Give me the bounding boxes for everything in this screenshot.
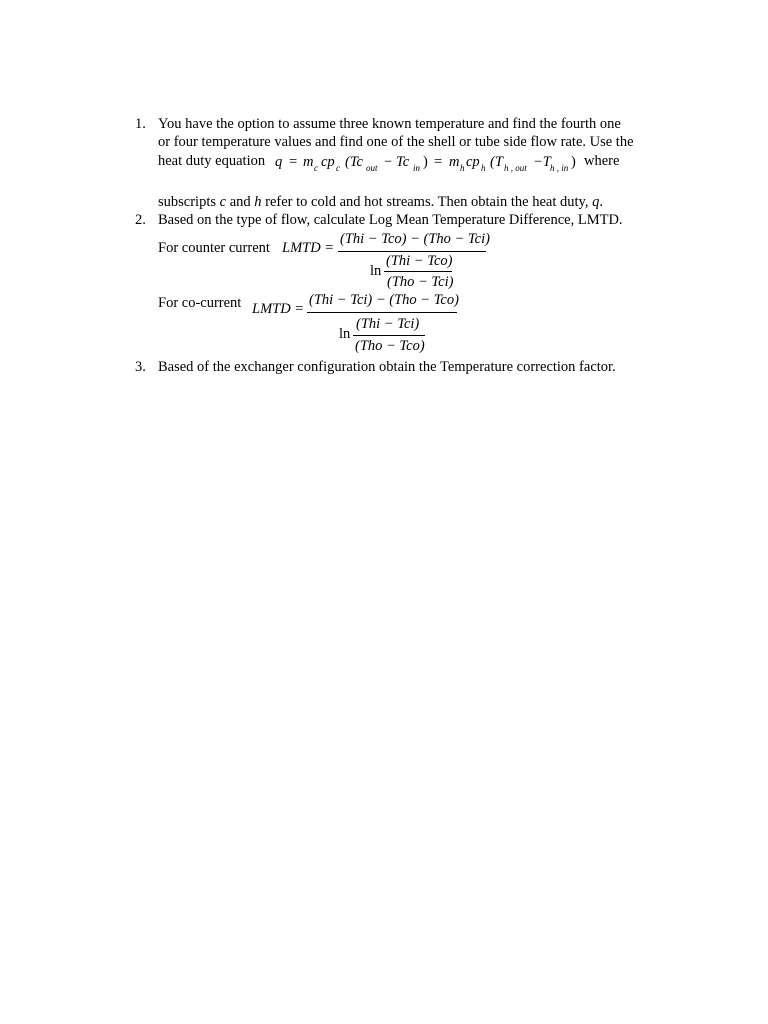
- item-1-line-3-suffix: where: [584, 153, 620, 169]
- eq-minus-th-in: −T: [533, 154, 551, 170]
- eq-minus-1: −: [384, 154, 393, 170]
- item-3-line-1: Based of the exchanger configuration obtain the Temperature correction factor.: [158, 359, 616, 375]
- co-fraction-bar: [307, 312, 457, 313]
- item-1-line-4: [158, 195, 603, 210]
- eq-th-out: (T: [490, 154, 503, 170]
- eq-m-c-sub: c: [314, 163, 318, 173]
- item-number: 1.: [135, 116, 146, 132]
- eq-paren-close-1: ): [423, 154, 428, 170]
- counter-inner-denominator: (Tho − Tci): [387, 274, 454, 290]
- eq-cp-h: cp: [466, 154, 480, 170]
- counter-numerator: (Thi − Tco) − (Tho − Tci): [340, 231, 490, 247]
- item-number: 2.: [135, 212, 146, 228]
- line-4-text-d: refer to cold and hot streams. Then obtain the heat duty,: [261, 194, 593, 210]
- eq-cp-c-sub: c: [336, 163, 340, 173]
- eq-m-h-sub: h: [460, 163, 465, 173]
- co-inner-denominator: (Tho − Tco): [355, 338, 425, 354]
- eq-cp-c: cp: [321, 154, 335, 170]
- eq-th-in-sub: h , in: [550, 163, 569, 173]
- line-4-text-b: and: [226, 194, 255, 210]
- counter-inner-numerator: (Thi − Tco): [386, 253, 453, 269]
- eq-cp-h-sub: h: [481, 163, 486, 173]
- counter-fraction-bar: [338, 251, 486, 252]
- co-inner-fraction-bar: [353, 335, 425, 336]
- eq-equals-2: =: [434, 154, 443, 170]
- item-1-line-1: You have the option to assume three known temperature and find the fourth one: [158, 116, 621, 132]
- eq-tc-out: (Tc: [345, 154, 363, 170]
- eq-paren-close-2: ): [571, 154, 576, 170]
- co-current-label: For co-current: [158, 295, 242, 311]
- item-number: 3.: [135, 359, 146, 375]
- co-inner-numerator: (Thi − Tci): [356, 316, 420, 332]
- line-4-text-e: .: [599, 194, 603, 210]
- line-4-c: c: [219, 194, 227, 210]
- item-1-line-2: or four temperature values and find one of the shell or tube side flow rate. Use the: [158, 134, 634, 150]
- item-1-line-3-prefix: heat duty equation: [158, 153, 266, 169]
- eq-tc-in: Tc: [396, 154, 410, 170]
- line-4-q: q: [592, 194, 600, 210]
- eq-th-out-sub: h , out: [504, 163, 527, 173]
- eq-m-h: m: [449, 154, 460, 170]
- item-2-line-1: Based on the type of flow, calculate Log Mean Temperature Difference, LMTD.: [158, 212, 623, 228]
- eq-equals-1: =: [289, 154, 298, 170]
- eq-tc-in-sub: in: [413, 163, 421, 173]
- eq-m-c: m: [303, 154, 314, 170]
- line-4-h: h: [254, 194, 262, 210]
- line-4-text-a: subscripts: [158, 194, 220, 210]
- counter-ln: ln: [370, 263, 382, 279]
- counter-lmtd-lhs: LMTD =: [282, 240, 335, 256]
- co-lmtd-lhs: LMTD =: [252, 301, 305, 317]
- eq-q: q: [275, 154, 283, 170]
- counter-inner-fraction-bar: [384, 271, 452, 272]
- counter-current-label: For counter current: [158, 240, 270, 256]
- eq-tc-out-sub: out: [366, 163, 378, 173]
- co-numerator: (Thi − Tci) − (Tho − Tco): [309, 292, 459, 308]
- co-ln: ln: [339, 326, 351, 342]
